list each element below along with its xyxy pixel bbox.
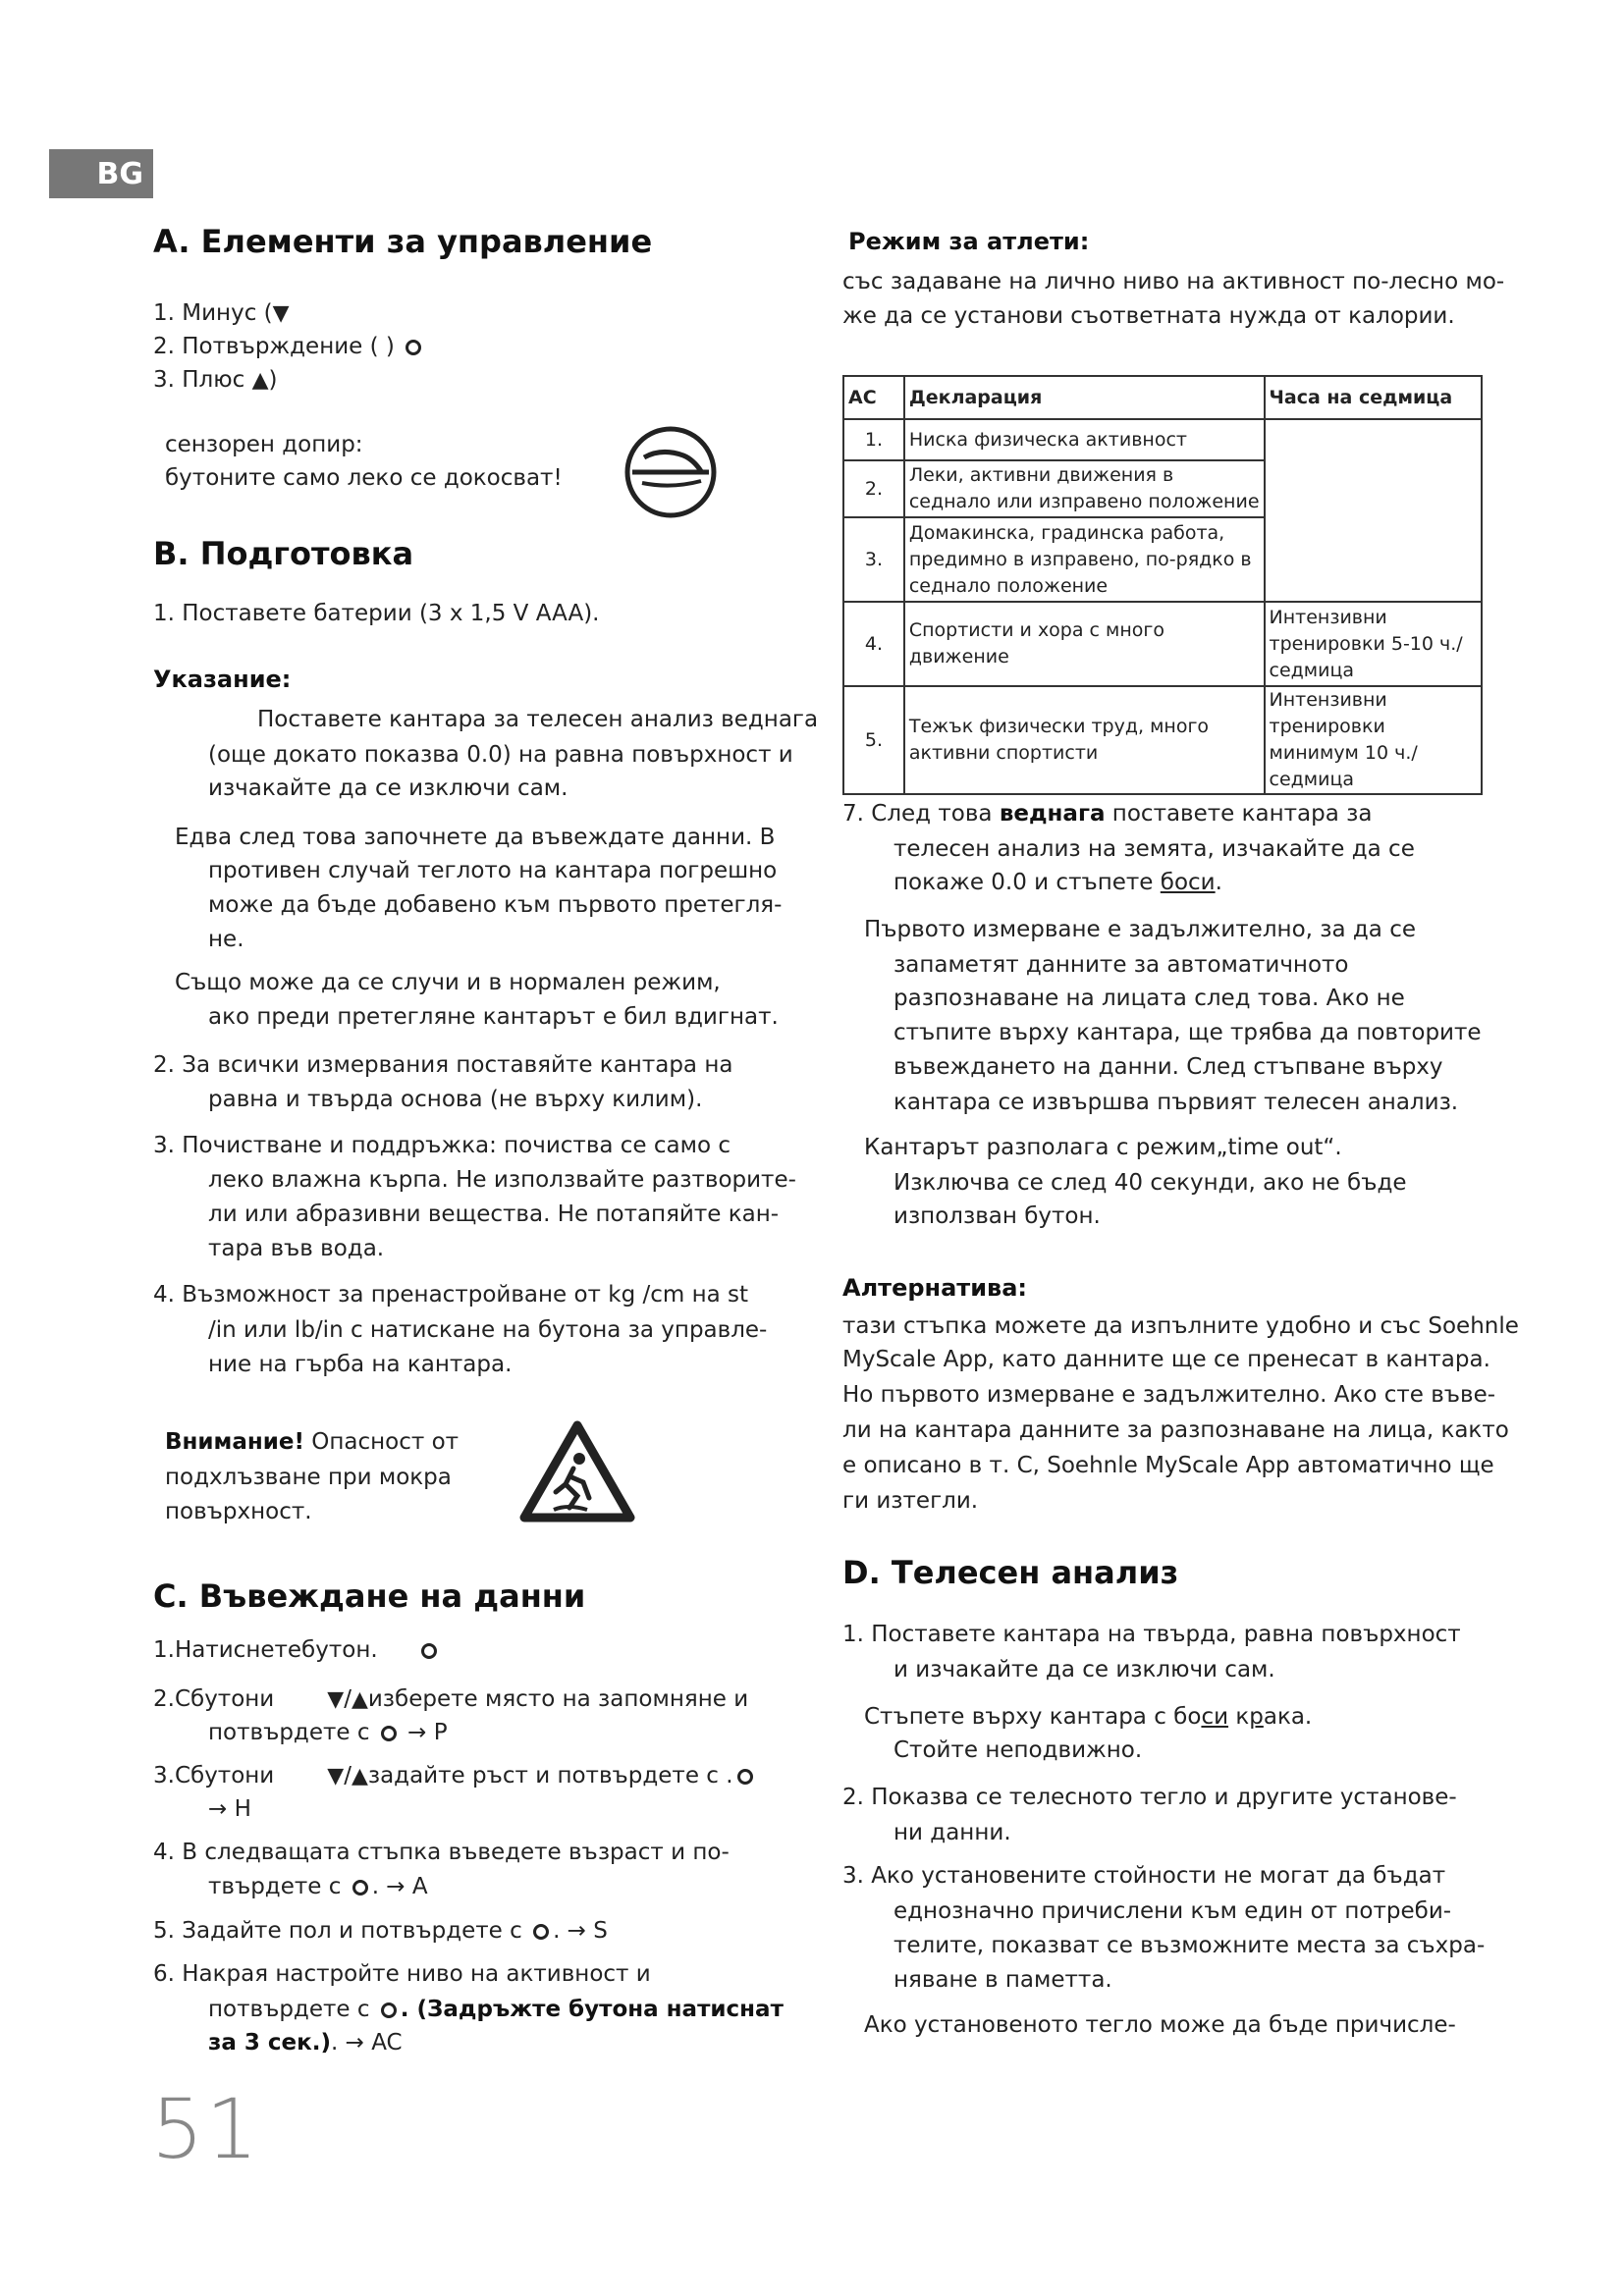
battery-step: 1. Поставете батерии (3 x 1,5 V AAA). (153, 601, 600, 626)
table-cell: Домакинска, градинска работа, предимно в изправено, по-рядко в седнало положение (904, 517, 1265, 602)
timeout-line: Изключва се след 40 секунди, ако не бъде (893, 1170, 1407, 1196)
step-7-cont: телесен анализ на земята, изчакайте да се (893, 836, 1415, 862)
athletes-line: със задаване на лично ниво на активност по-лесно мо- (842, 269, 1505, 294)
table-header: Часа на седмица (1265, 376, 1482, 419)
entry-step-6-cont: потвърдете с . (Задръжте бутона натиснат (208, 1997, 784, 2022)
step-on-line: Стъпете върху кантара с боси крака. (864, 1704, 1313, 1730)
entry-step-6: 6. Накрая настройте ниво на активност и (153, 1961, 651, 1987)
note-line: ако преди претегляне кантарът е бил вдигнат. (208, 1004, 779, 1030)
up-triangle-icon: ▲ (351, 1764, 368, 1789)
ring-icon (421, 1643, 437, 1659)
table-cell: Спортисти и хора с много движение (904, 602, 1265, 686)
down-triangle-icon: ▼ (272, 301, 290, 326)
entry-step-2: 2.Сбутони ▼/▲изберете място на запомняне и (153, 1686, 749, 1712)
first-measure-line: въвеждането на данни. След стъпване върху (893, 1054, 1443, 1080)
table-cell: Ниска физическа активност (904, 419, 1265, 460)
down-triangle-icon: ▼ (327, 1687, 345, 1712)
first-measure-line: запаметят данните за автоматичното (893, 952, 1349, 978)
note-line: Едва след това започнете да въвеждате данни. В (175, 825, 776, 850)
analysis-step-3-cont: телите, показват се възможните места за съхра- (893, 1933, 1486, 1958)
analysis-step-3: 3. Ако установените стойности не могат да бъдат (842, 1863, 1446, 1889)
note-line: може да бъде добавено към първото претегля- (208, 892, 783, 918)
alternative-title: Алтернатива: (842, 1274, 1028, 1302)
table-header: AC (843, 376, 904, 419)
note-line: не. (208, 927, 244, 952)
alternative-line: MyScale App, като данните ще се пренесат в кантара. (842, 1347, 1490, 1372)
alternative-line: ли на кантара данните за разпознаване на лица, както (842, 1417, 1509, 1443)
control-minus: 1. Минус (▼ (153, 300, 290, 326)
analysis-step-2-cont: ни данни. (893, 1820, 1011, 1845)
table-cell: Леки, активни движения в седнало или изправено положение (904, 460, 1265, 517)
table-header-row (843, 376, 1482, 419)
touch-note-line1: сензорен допир: (165, 432, 363, 457)
section-b-title: B. Подготовка (153, 535, 414, 572)
touch-hand-icon (623, 424, 719, 520)
control-confirm: 2. Потвърждение ( ) (153, 330, 425, 364)
table-cell: 3. (843, 517, 904, 602)
table-row (843, 686, 1482, 794)
note-line: (още докато показва 0.0) на равна повърхност и (208, 742, 793, 768)
prep-step-4-cont: /in или lb/in с натискане на бутона за управле- (208, 1317, 768, 1343)
prep-step-4-cont: ние на гърба на кантара. (208, 1352, 513, 1377)
stand-still-line: Стойте неподвижно. (893, 1737, 1143, 1763)
timeout-line: използван бутон. (893, 1203, 1101, 1229)
analysis-step-1-cont: и изчакайте да се изключи сам. (893, 1657, 1275, 1682)
analysis-step-3-cont: еднозначно причислени към един от потреби- (893, 1898, 1452, 1924)
ring-icon (533, 1924, 549, 1940)
note-line: Също може да се случи и в нормален режим, (175, 970, 721, 995)
table-cell: 1. (843, 419, 904, 460)
activity-table (842, 375, 1483, 795)
section-a-title: A. Елементи за управление (153, 223, 653, 260)
table-row (843, 602, 1482, 686)
prep-step-2: 2. За всички измервания поставяйте кантара на (153, 1052, 733, 1078)
table-cell: 4. (843, 602, 904, 686)
table-header: Декларация (904, 376, 1265, 419)
athletes-line: же да се установи съответната нужда от калории. (842, 303, 1455, 329)
wet-floor-warning-icon (518, 1419, 636, 1525)
prep-step-3-cont: ли или абразивни вещества. Не потапяйте кан- (208, 1201, 780, 1227)
section-c-title: C. Въвеждане на данни (153, 1577, 586, 1615)
athletes-title: Режим за атлети: (848, 228, 1090, 255)
up-triangle-icon: ▲ (351, 1687, 368, 1712)
first-measure-line: разпознаване на лицата след това. Ако не (893, 986, 1405, 1011)
entry-step-3: 3.Сбутони ▼/▲задайте ръст и потвърдете с . (153, 1759, 757, 1793)
down-triangle-icon: ▼ (327, 1764, 345, 1789)
warning-line1: Внимание! Опасност от (165, 1429, 460, 1455)
entry-step-5: 5. Задайте пол и потвърдете с . → S (153, 1918, 608, 1944)
entry-step-6-cont2: за 3 сек.). → AC (208, 2030, 403, 2056)
entry-step-4-cont: твърдете с . → A (208, 1874, 428, 1899)
entry-step-1: 1.Натиснетебутон. (153, 1633, 441, 1668)
prep-step-3-cont: тара във вода. (208, 1236, 385, 1261)
ring-icon (406, 340, 421, 355)
touch-note-line2: бутоните само леко се докосват! (165, 465, 563, 491)
language-tab: BG (49, 149, 153, 198)
table-cell: Интензивни тренировки 5-10 ч./седмица (1265, 602, 1482, 686)
table-row (843, 419, 1482, 460)
ring-icon (381, 2002, 397, 2018)
step-7: 7. След това веднага поставете кантара за (842, 801, 1373, 827)
page-number: 51 (151, 2081, 260, 2177)
entry-step-3-cont: → H (208, 1796, 251, 1822)
alternative-line: Но първото измерване е задължително. Ако сте въве- (842, 1382, 1496, 1408)
entry-step-4: 4. В следващата стъпка въведете възраст и по- (153, 1840, 730, 1865)
warning-line3: повърхност. (165, 1499, 312, 1524)
warning-line2: подхлъзване при мокра (165, 1465, 452, 1490)
analysis-step-2: 2. Показва се телесното тегло и другите установе- (842, 1785, 1457, 1810)
note-line: изчакайте да се изключи сам. (208, 775, 568, 801)
alternative-line: е описано в т. C, Soehnle MyScale App автоматично ще (842, 1453, 1494, 1478)
alternative-line: тази стъпка можете да изпълните удобно и със Soehnle (842, 1313, 1519, 1339)
note-line: Поставете кантара за телесен анализ веднага (257, 707, 819, 732)
first-measure-line: кантара се извършва първият телесен анализ. (893, 1090, 1459, 1115)
up-triangle-icon: ▲ (251, 368, 269, 393)
timeout-line: Кантарът разполага с режим„time out“. (864, 1135, 1342, 1160)
entry-step-2-cont: потвърдете с → P (208, 1720, 448, 1745)
note-line: противен случай теглото на кантара погрешно (208, 858, 778, 883)
first-measure-line: стъпите върху кантара, ще трябва да повторите (893, 1020, 1482, 1045)
prep-step-3-cont: леко влажна кърпа. Не използвайте разтворите- (208, 1167, 796, 1193)
assign-weight-line: Ако установеното тегло може да бъде причисле- (864, 2012, 1456, 2038)
table-cell: 2. (843, 460, 904, 517)
step-7-cont: покаже 0.0 и стъпете боси. (893, 870, 1222, 895)
prep-step-3: 3. Почистване и поддръжка: почиства се само с (153, 1133, 731, 1158)
ring-icon (381, 1726, 397, 1741)
analysis-step-3-cont: няване в паметта. (893, 1967, 1112, 1993)
table-cell: Тежък физически труд, много активни спортисти (904, 686, 1265, 794)
alternative-line: ги изтегли. (842, 1488, 979, 1514)
control-plus: 3. Плюс ▲) (153, 367, 278, 393)
section-d-title: D. Телесен анализ (842, 1554, 1179, 1591)
table-cell (1265, 419, 1482, 602)
ring-icon (737, 1769, 753, 1785)
table-cell: Интензивни тренировки минимум 10 ч./седмица (1265, 686, 1482, 794)
first-measure-line: Първото измерване е задължително, за да се (864, 917, 1417, 942)
prep-step-2-cont: равна и твърда основа (не върху килим). (208, 1087, 703, 1112)
ring-icon (352, 1880, 368, 1896)
prep-step-4: 4. Възможност за пренастройване от kg /cm на st (153, 1282, 749, 1308)
table-cell: 5. (843, 686, 904, 794)
analysis-step-1: 1. Поставете кантара на твърда, равна повърхност (842, 1622, 1461, 1647)
note-title: Указание: (153, 666, 292, 693)
